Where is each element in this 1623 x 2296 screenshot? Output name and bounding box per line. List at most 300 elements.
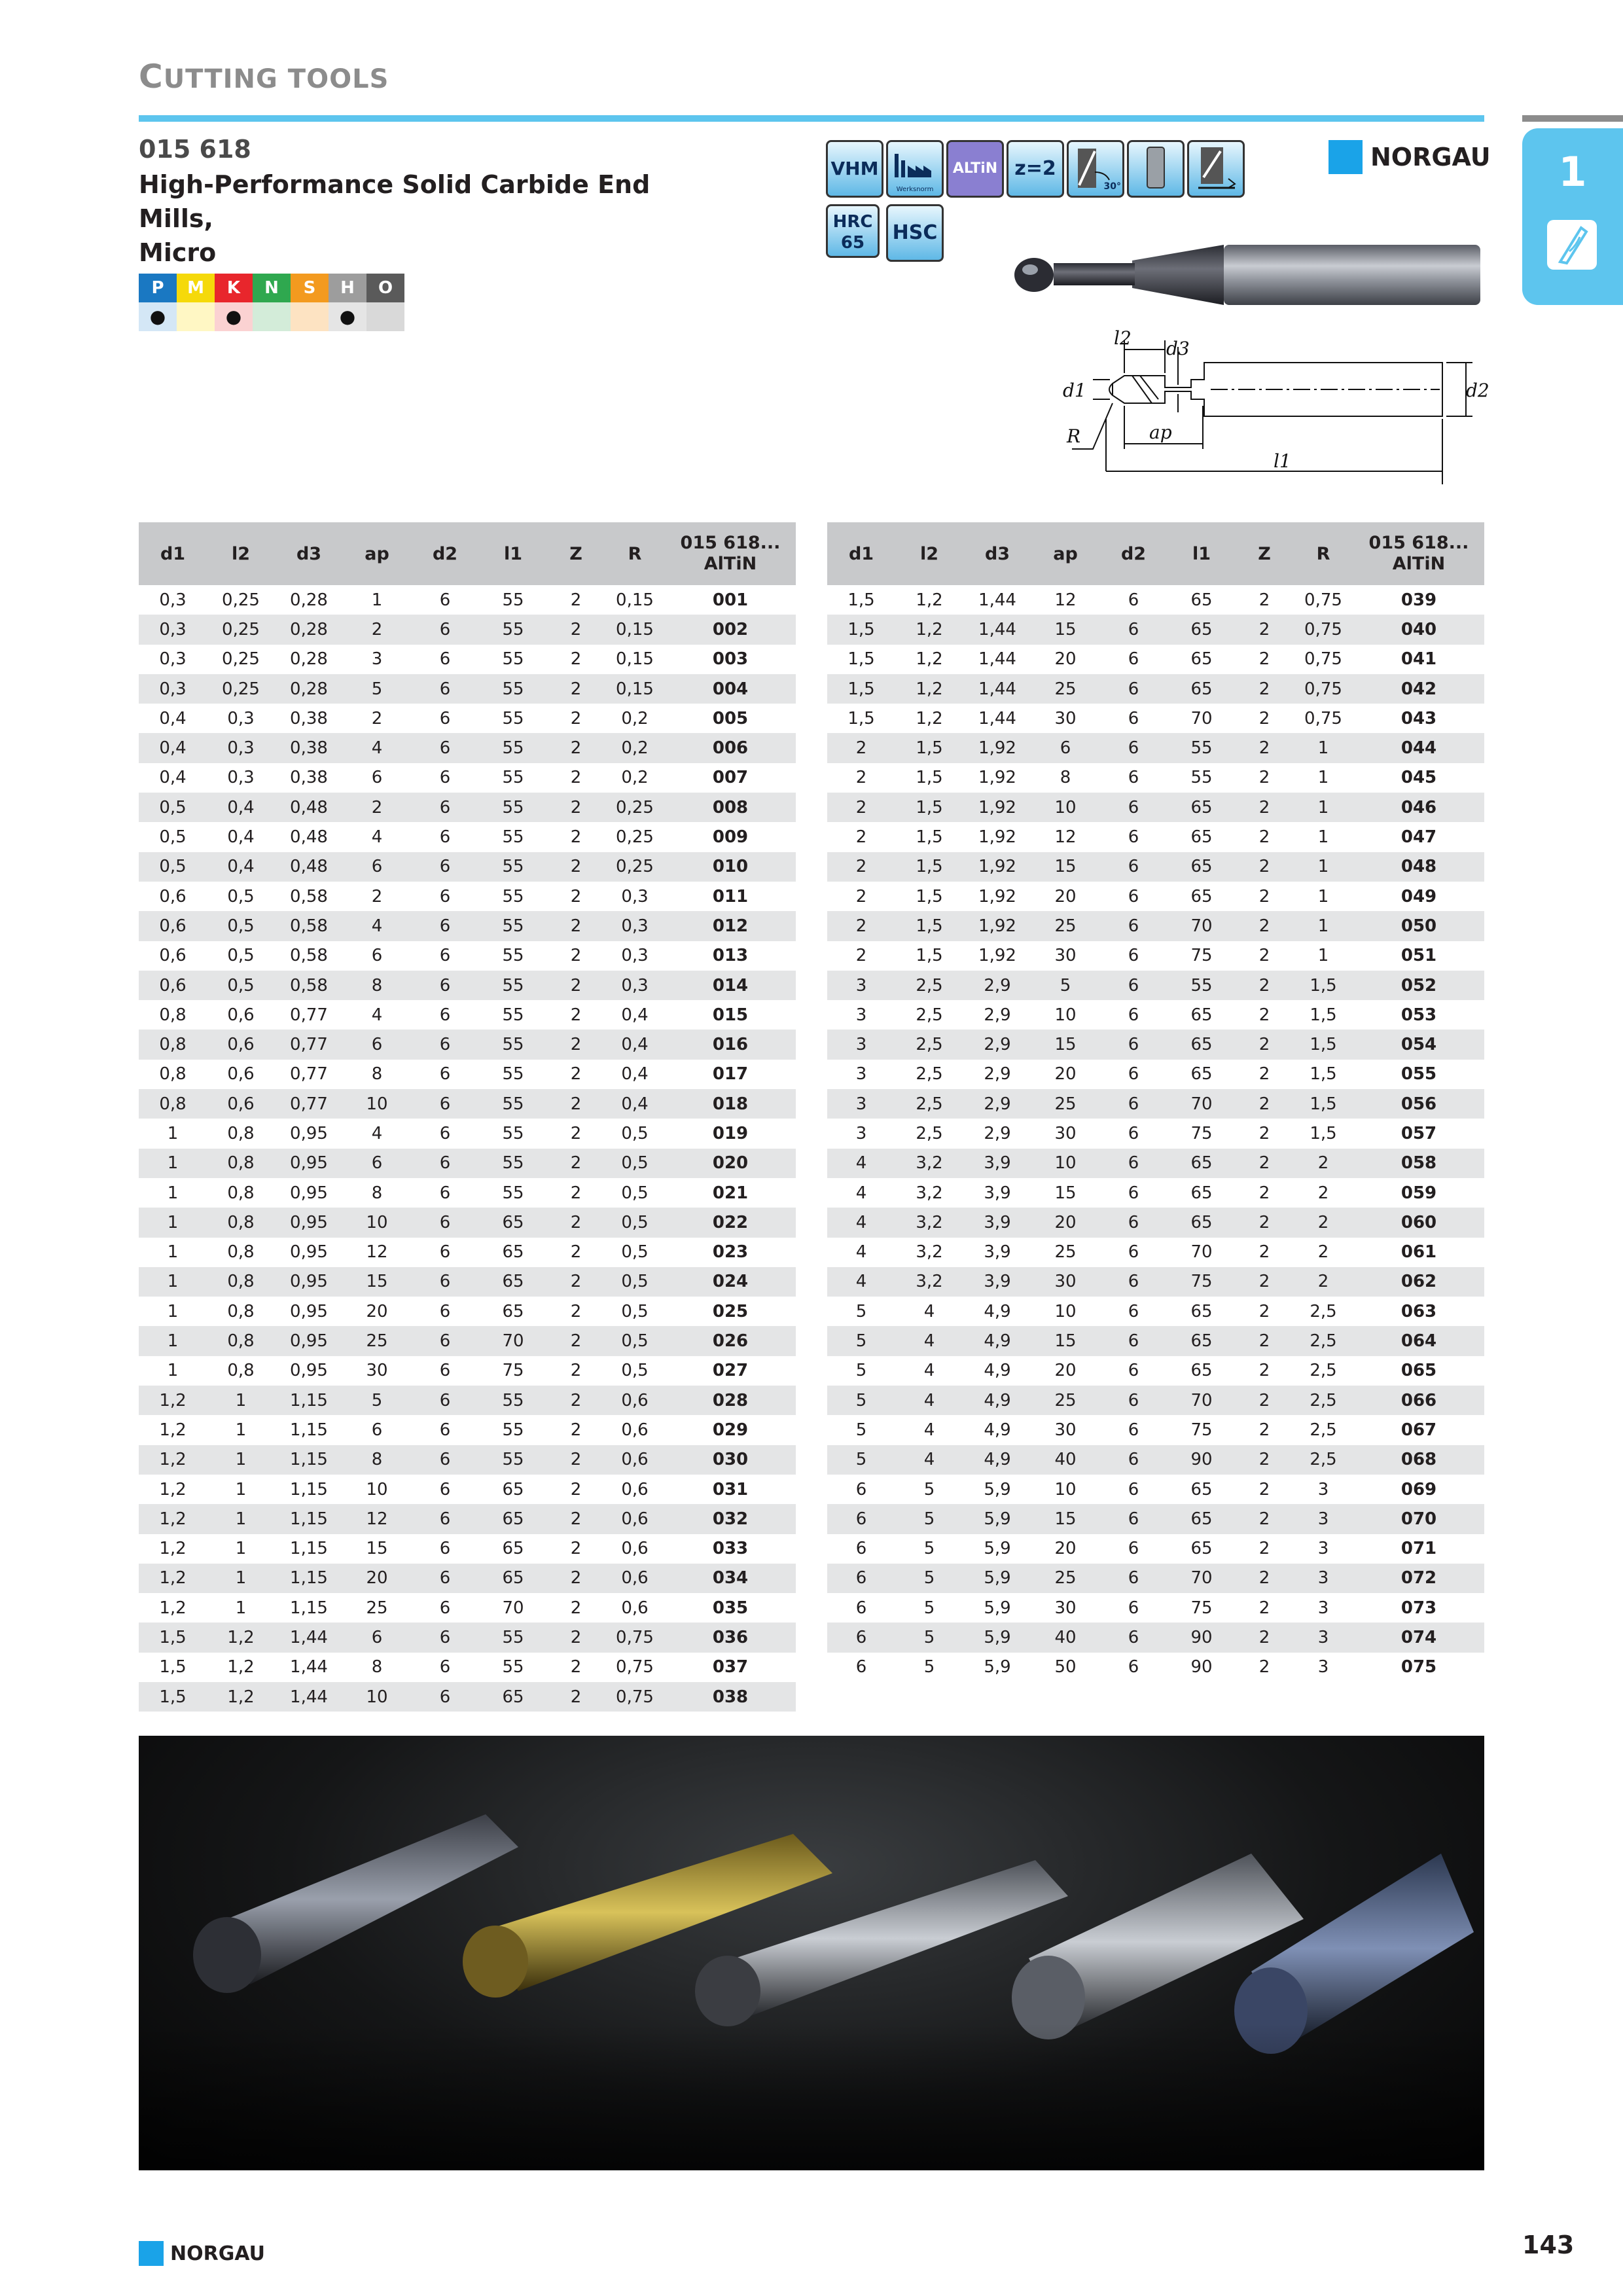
column-header-code: [1353, 522, 1484, 585]
table-row[interactable]: [827, 1238, 1484, 1267]
table-row[interactable]: [827, 1030, 1484, 1059]
table-cell: 0,4: [139, 733, 207, 762]
table-row[interactable]: [139, 1060, 796, 1089]
table-cell: 65: [1168, 793, 1236, 822]
table-cell: 0,48: [275, 852, 343, 882]
table-cell: 1,5: [1293, 971, 1353, 1000]
table-cell: 0,25: [616, 827, 654, 848]
hrc-value: 65: [840, 233, 865, 253]
table-row[interactable]: [827, 1475, 1484, 1504]
table-row[interactable]: [139, 852, 796, 882]
table-cell: 5,9: [963, 1504, 1031, 1534]
table-cell: 70: [1168, 911, 1236, 941]
column-header: l2: [895, 522, 963, 585]
table-cell: 1: [1317, 886, 1329, 906]
table-cell: 0,8: [227, 1123, 255, 1143]
table-cell: 5,9: [963, 1564, 1031, 1593]
table-cell: 0,5: [605, 1267, 665, 1297]
table-row[interactable]: [139, 1000, 796, 1030]
brand-logo: [1329, 140, 1491, 174]
table-cell: 1,92: [978, 768, 1016, 788]
table-row[interactable]: [139, 941, 796, 971]
table-cell: 2: [570, 1657, 582, 1677]
table-row[interactable]: [139, 585, 796, 615]
table-cell: 4,9: [963, 1326, 1031, 1355]
table-cell: 55: [479, 1149, 547, 1178]
table-cell: 5,9: [984, 1657, 1011, 1677]
table-cell: 1,5: [1293, 1089, 1353, 1119]
table-cell: 6: [411, 1208, 479, 1237]
column-header: d2: [1099, 522, 1168, 585]
table-cell: 0,95: [290, 1301, 328, 1321]
table-cell: 3,9: [963, 1149, 1031, 1178]
table-row[interactable]: [139, 674, 796, 704]
table-cell: 70: [1168, 1089, 1236, 1119]
table-row[interactable]: [139, 1653, 796, 1682]
table-cell: 75: [1190, 946, 1213, 966]
table-row[interactable]: [139, 1238, 796, 1267]
table-cell: 3: [855, 1123, 867, 1143]
flutes-icon: z=2: [1007, 140, 1064, 198]
table-cell: 1,5: [916, 886, 943, 906]
article-code-cell: 041: [1400, 649, 1437, 670]
table-cell: 2: [1293, 1149, 1353, 1178]
table-cell: 40: [1031, 1623, 1099, 1652]
table-cell: 1,2: [227, 1657, 255, 1677]
table-cell: 6: [439, 768, 451, 788]
table-cell: 1,5: [916, 827, 943, 848]
article-code-cell: 012: [665, 911, 796, 941]
table-cell: 0,77: [290, 1064, 328, 1085]
table-cell: 2: [1236, 733, 1293, 762]
article-code-cell: 056: [1353, 1089, 1484, 1119]
table-cell: 20: [343, 1564, 411, 1593]
table-row[interactable]: [139, 1030, 796, 1059]
table-cell: 6: [855, 1657, 867, 1677]
table-cell: 6: [439, 1479, 451, 1499]
table-cell: 65: [1190, 649, 1213, 670]
table-cell: 2: [547, 1030, 605, 1059]
table-cell: 55: [1190, 768, 1213, 788]
table-cell: 2: [1236, 793, 1293, 822]
table-row[interactable]: [827, 941, 1484, 971]
table-cell: 4,9: [984, 1420, 1011, 1440]
material-group-label: S: [291, 274, 329, 302]
article-code-cell: 031: [712, 1479, 749, 1499]
table-cell: 6: [439, 946, 451, 966]
table-cell: 0,77: [275, 1030, 343, 1059]
article-code-cell: 060: [1353, 1208, 1484, 1237]
table-row[interactable]: [827, 1445, 1484, 1475]
table-row[interactable]: [827, 674, 1484, 704]
table-row[interactable]: [827, 1534, 1484, 1564]
table-cell: 6: [371, 1420, 383, 1440]
table-cell: 5: [855, 1301, 867, 1321]
table-row[interactable]: [139, 1178, 796, 1208]
table-row[interactable]: [139, 793, 796, 822]
table-cell: 2: [1236, 615, 1293, 644]
table-cell: 2: [1258, 1183, 1270, 1203]
article-code-cell: 017: [712, 1064, 749, 1085]
table-row[interactable]: [827, 1089, 1484, 1119]
table-row[interactable]: [827, 882, 1484, 911]
table-cell: 4: [827, 1267, 895, 1297]
table-row[interactable]: [139, 1326, 796, 1355]
table-row[interactable]: [827, 911, 1484, 941]
table-cell: 1,2: [139, 1386, 207, 1415]
table-cell: 6: [411, 852, 479, 882]
hsc-icon: HSC: [886, 204, 944, 262]
table-cell: 1,15: [290, 1479, 328, 1499]
table-cell: 1,2: [207, 1682, 275, 1712]
table-row[interactable]: [139, 1356, 796, 1386]
table-cell: 65: [502, 1242, 524, 1263]
table-cell: 3,9: [984, 1242, 1011, 1263]
table-cell: 2: [1258, 1598, 1270, 1618]
table-row[interactable]: [139, 882, 796, 911]
table-cell: 1,92: [963, 793, 1031, 822]
table-cell: 2: [547, 1564, 605, 1593]
table-cell: 0,58: [290, 946, 328, 966]
table-cell: 25: [1031, 1386, 1099, 1415]
table-cell: 1,5: [895, 852, 963, 882]
table-row[interactable]: [139, 704, 796, 733]
table-cell: 12: [1054, 827, 1077, 848]
table-cell: 3,2: [895, 1149, 963, 1178]
table-row[interactable]: [139, 911, 796, 941]
brand-square-icon: [1329, 140, 1363, 174]
table-cell: 1,5: [1293, 1030, 1353, 1059]
table-cell: 2: [570, 1123, 582, 1143]
table-cell: 0,3: [605, 911, 665, 941]
table-row[interactable]: [827, 1326, 1484, 1355]
table-row[interactable]: [827, 1178, 1484, 1208]
table-cell: 8: [371, 1064, 383, 1085]
table-cell: 65: [1190, 886, 1213, 906]
table-row[interactable]: [827, 1060, 1484, 1089]
table-cell: 1,2: [159, 1420, 187, 1440]
table-row[interactable]: [139, 1208, 796, 1237]
table-cell: 0,5: [207, 971, 275, 1000]
table-cell: 6: [1099, 1386, 1168, 1415]
table-cell: 3: [855, 1005, 867, 1025]
table-cell: 0,4: [605, 1089, 665, 1119]
table-row[interactable]: [139, 1415, 796, 1444]
table-cell: 6: [1099, 1149, 1168, 1178]
label-l2: l2: [1114, 327, 1132, 349]
table-cell: 1,5: [895, 793, 963, 822]
table-cell: 0,4: [605, 1030, 665, 1059]
table-row[interactable]: [827, 1119, 1484, 1148]
table-cell: 3: [1317, 1657, 1329, 1677]
table-cell: 1: [1293, 911, 1353, 941]
table-cell: 0,95: [290, 1242, 328, 1263]
material-suitability-dot: [366, 302, 404, 331]
table-cell: 2: [1317, 1183, 1329, 1203]
table-cell: 65: [479, 1208, 547, 1237]
table-cell: 1,5: [895, 733, 963, 762]
table-row[interactable]: [827, 1356, 1484, 1386]
table-cell: 65: [1168, 852, 1236, 882]
table-cell: 0,75: [1304, 649, 1342, 670]
table-row[interactable]: [139, 733, 796, 762]
table-cell: 0,6: [605, 1504, 665, 1534]
table-cell: 2: [1236, 1623, 1293, 1652]
table-cell: 0,4: [207, 852, 275, 882]
code-header-line2: AlTiN: [1392, 554, 1446, 574]
table-row[interactable]: [827, 1386, 1484, 1415]
table-cell: 6: [371, 946, 383, 966]
table-row[interactable]: [139, 822, 796, 852]
table-cell: 1,2: [916, 590, 943, 610]
table-cell: 2: [547, 733, 605, 762]
table-row[interactable]: [139, 1386, 796, 1415]
table-cell: 2: [1236, 1326, 1293, 1355]
table-cell: 55: [502, 1183, 524, 1203]
table-cell: 0,77: [275, 1089, 343, 1119]
table-row[interactable]: [139, 1297, 796, 1326]
table-cell: 0,95: [275, 1267, 343, 1297]
table-cell: 0,75: [1304, 590, 1342, 610]
table-cell: 6: [1099, 733, 1168, 762]
table-cell: 0,25: [207, 674, 275, 704]
table-cell: 2: [1258, 768, 1270, 788]
table-cell: 8: [343, 1445, 411, 1475]
table-row[interactable]: [139, 1445, 796, 1475]
table-row[interactable]: [139, 645, 796, 674]
table-row[interactable]: [827, 1149, 1484, 1178]
table-cell: 6: [1128, 827, 1139, 848]
table-cell: 4: [855, 1183, 867, 1203]
table-cell: 0,8: [139, 1089, 207, 1119]
table-cell: 2,5: [1310, 1361, 1337, 1381]
table-cell: 2: [1258, 1539, 1270, 1559]
article-code-cell: 024: [665, 1267, 796, 1297]
table-cell: 6: [411, 1504, 479, 1534]
table-cell: 0,3: [621, 886, 649, 906]
table-cell: 0,48: [275, 793, 343, 822]
table-header-row: [139, 522, 796, 585]
table-cell: 2: [547, 852, 605, 882]
table-cell: 2: [827, 911, 895, 941]
table-cell: 55: [502, 1005, 524, 1025]
table-cell: 2: [1236, 1504, 1293, 1534]
table-cell: 2: [547, 1386, 605, 1415]
table-cell: 6: [411, 1386, 479, 1415]
table-cell: 2,9: [963, 971, 1031, 1000]
table-row[interactable]: [827, 645, 1484, 674]
table-row[interactable]: [139, 971, 796, 1000]
table-cell: 1,15: [275, 1445, 343, 1475]
material-group-p: [139, 274, 177, 331]
table-cell: 6: [1128, 1479, 1139, 1499]
article-code-cell: 052: [1353, 971, 1484, 1000]
table-cell: 0,6: [207, 1030, 275, 1059]
material-suitability-dot: ●: [139, 302, 177, 331]
table-row[interactable]: [827, 822, 1484, 852]
article-code-cell: 069: [1400, 1479, 1437, 1499]
table-cell: 6: [1099, 1445, 1168, 1475]
table-cell: 1: [235, 1539, 247, 1559]
table-row[interactable]: [827, 615, 1484, 644]
table-cell: 1,92: [978, 946, 1016, 966]
table-cell: 55: [502, 1420, 524, 1440]
table-cell: 30: [1054, 708, 1077, 728]
table-cell: 15: [366, 1539, 388, 1559]
table-cell: 6: [1128, 649, 1139, 670]
table-cell: 6: [827, 1564, 895, 1593]
column-header: d1: [139, 522, 207, 585]
article-code-cell: 009: [712, 827, 749, 848]
table-cell: 1,92: [963, 911, 1031, 941]
table-cell: 6: [439, 1301, 451, 1321]
table-row[interactable]: [139, 1475, 796, 1504]
table-cell: 6: [1128, 1123, 1139, 1143]
table-row[interactable]: [139, 1149, 796, 1178]
table-cell: 15: [1054, 1183, 1077, 1203]
table-cell: 2: [1258, 1361, 1270, 1381]
table-row[interactable]: [827, 1623, 1484, 1652]
table-cell: 3,2: [916, 1183, 943, 1203]
table-cell: 55: [479, 1030, 547, 1059]
column-header: d3: [963, 522, 1031, 585]
table-row[interactable]: [139, 1534, 796, 1564]
table-cell: 4,9: [984, 1301, 1011, 1321]
table-cell: 0,5: [605, 1208, 665, 1237]
table-cell: 0,6: [621, 1420, 649, 1440]
table-row[interactable]: [827, 763, 1484, 793]
article-code-cell: 034: [665, 1564, 796, 1593]
table-cell: 20: [366, 1301, 388, 1321]
table-cell: 6: [411, 1445, 479, 1475]
material-suitability-dot: ●: [329, 302, 366, 331]
table-cell: 0,38: [290, 768, 328, 788]
table-cell: 6: [439, 1361, 451, 1381]
table-cell: 12: [343, 1504, 411, 1534]
table-row[interactable]: [827, 1267, 1484, 1297]
table-cell: 2: [827, 733, 895, 762]
table-row[interactable]: [827, 793, 1484, 822]
table-cell: 0,25: [605, 852, 665, 882]
table-row[interactable]: [139, 1504, 796, 1534]
table-row[interactable]: [827, 1504, 1484, 1534]
table-cell: 0,8: [159, 1064, 187, 1085]
table-row[interactable]: [827, 852, 1484, 882]
table-row[interactable]: [139, 1682, 796, 1712]
table-cell: 5: [827, 1326, 895, 1355]
table-cell: 6: [439, 708, 451, 728]
article-code-cell: 033: [712, 1539, 749, 1559]
label-d3: d3: [1166, 338, 1190, 359]
table-row[interactable]: [827, 1593, 1484, 1623]
table-cell: 6: [1128, 590, 1139, 610]
table-cell: 2,5: [1310, 1301, 1337, 1321]
table-cell: 0,8: [227, 1301, 255, 1321]
table-cell: 6: [411, 1267, 479, 1297]
table-cell: 70: [1190, 708, 1213, 728]
table-row[interactable]: [139, 615, 796, 644]
table-cell: 6: [1128, 1242, 1139, 1263]
table-cell: 4: [371, 1123, 383, 1143]
table-cell: 0,6: [605, 1564, 665, 1593]
article-code-cell: 047: [1400, 827, 1437, 848]
table-row[interactable]: [139, 1267, 796, 1297]
table-cell: 0,3: [605, 971, 665, 1000]
table-row[interactable]: [139, 1593, 796, 1623]
article-code-cell: 010: [665, 852, 796, 882]
table-cell: 0,6: [621, 1479, 649, 1499]
table-row[interactable]: [827, 971, 1484, 1000]
table-cell: 0,4: [227, 827, 255, 848]
table-row[interactable]: [139, 1089, 796, 1119]
table-row[interactable]: [139, 1119, 796, 1148]
table-cell: 2,9: [963, 1089, 1031, 1119]
table-row[interactable]: [139, 763, 796, 793]
table-cell: 2: [570, 590, 582, 610]
table-cell: 0,5: [605, 1326, 665, 1355]
table-cell: 5: [895, 1564, 963, 1593]
table-row[interactable]: [827, 704, 1484, 733]
table-cell: 1,92: [963, 852, 1031, 882]
table-cell: 8: [343, 971, 411, 1000]
article-code-cell: 022: [665, 1208, 796, 1237]
table-cell: 1,2: [139, 1564, 207, 1593]
table-cell: 0,75: [1293, 674, 1353, 704]
table-row[interactable]: [139, 1623, 796, 1652]
table-cell: 1,2: [207, 1623, 275, 1652]
table-row[interactable]: [827, 585, 1484, 615]
table-cell: 0,6: [621, 1539, 649, 1559]
table-cell: 6: [1128, 1064, 1139, 1085]
table-cell: 65: [1190, 1064, 1213, 1085]
table-cell: 2: [1293, 1208, 1353, 1237]
table-cell: 30: [1054, 1598, 1077, 1618]
table-row[interactable]: [827, 1000, 1484, 1030]
table-row[interactable]: [139, 1564, 796, 1593]
table-cell: 0,5: [139, 793, 207, 822]
footer-brand-logo: [139, 2241, 265, 2266]
table-cell: 30: [1054, 1123, 1077, 1143]
table-cell: 10: [1054, 1005, 1077, 1025]
article-code-cell: 013: [712, 946, 749, 966]
table-row[interactable]: [827, 1208, 1484, 1237]
table-cell: 0,6: [227, 1005, 255, 1025]
article-code-cell: 026: [665, 1326, 796, 1355]
table-cell: 2: [570, 1539, 582, 1559]
table-cell: 90: [1168, 1445, 1236, 1475]
table-cell: 1: [167, 1301, 179, 1321]
table-cell: 30: [1054, 1420, 1077, 1440]
table-row[interactable]: [827, 1297, 1484, 1326]
table-cell: 25: [1031, 674, 1099, 704]
table-cell: 6: [439, 1657, 451, 1677]
article-code-cell: 072: [1353, 1564, 1484, 1593]
chapter-tab[interactable]: [1522, 128, 1623, 305]
table-cell: 55: [502, 649, 524, 670]
table-cell: 0,6: [159, 946, 187, 966]
table-cell: 2: [570, 1301, 582, 1321]
material-group-label: P: [139, 274, 177, 302]
table-cell: 0,95: [275, 1149, 343, 1178]
table-row[interactable]: [827, 1415, 1484, 1444]
table-row[interactable]: [827, 733, 1484, 762]
table-cell: 8: [1060, 768, 1071, 788]
table-row[interactable]: [827, 1653, 1484, 1682]
table-cell: 2,9: [984, 1064, 1011, 1085]
table-cell: 0,25: [222, 590, 260, 610]
table-row[interactable]: [827, 1564, 1484, 1593]
header-rule: [139, 115, 1484, 122]
